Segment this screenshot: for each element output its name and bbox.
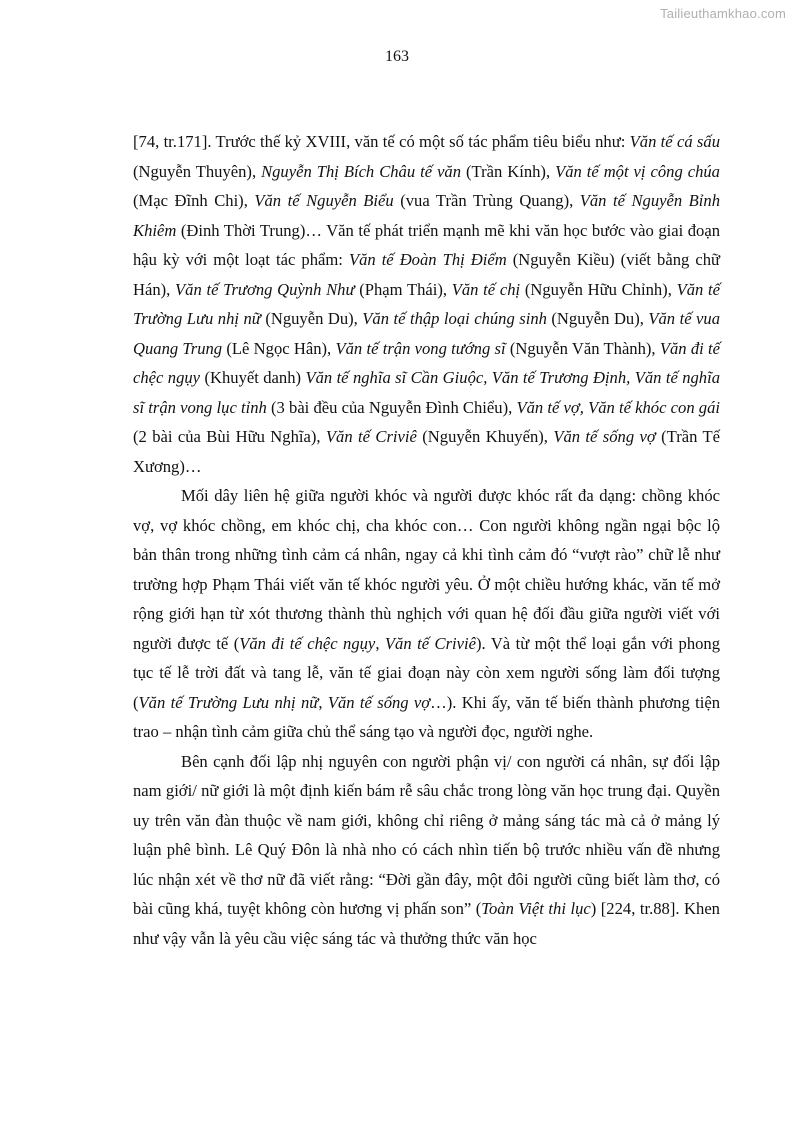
text-run: (Nguyễn Du), [546,309,649,328]
text-run: (Khuyết danh) [200,368,306,387]
text-run: (3 bài đều của Nguyễn Đình Chiểu), [266,397,517,417]
text-run: (Phạm Thái), [354,279,452,299]
text-run: (Nguyễn Thuyên), [133,161,262,181]
text-run: Bên cạnh đối lập nhị nguyên con người phận vị/ con người cá nhân, sự đối lập nam giới/ nữ giới là một định kiến bám rễ sâu chắc trong lòng văn học trung đại. Quyền uy trên văn đàn thuộc về nam giới, không chỉ riêng ở mảng sáng tác mà cả ở mảng lý luận phê bình. Lê Quý Đôn là nhà nho có cách nhìn tiến bộ trước nhiều vấn đề nhưng lúc nhận xét về thơ nữ đã viết rằng: “Đời gần đây, một đôi người cũng biết làm thơ, có bài cũng khá, tuyệt không còn hương vị phấn son” ( [133,751,720,918]
italic-title: Văn tế sống vợ [327,692,431,712]
text-run: (Mạc Đĩnh Chi), [133,191,255,210]
text-run: …). Khi ấy, văn tế biến thành phương tiện trao – nhận tình cảm giữa chủ thể sáng tạo và người đọc, người nghe. [133,692,720,741]
paragraph-2 [133,481,720,747]
text-run: (Trần Tế Xương)… [133,427,720,476]
italic-title: Văn tế vua Quang Trung [133,309,720,358]
italic-title: Văn tế cá sấu [629,132,720,151]
italic-title: Văn tế chị [451,279,521,299]
text-run: ). Và từ một thể loại gắn với phong tục tế lễ trời đất và tang lễ, văn tế giai đoạn này còn xem người sống làm đối tượng ( [133,633,721,712]
italic-title: Văn tế sống vợ [553,427,656,446]
italic-title: Văn tế một vị công chúa [555,161,720,181]
paragraph-1 [133,127,720,481]
italic-title: Văn đi tế chệc ngụy [133,338,721,387]
text-run: (Nguyễn Kiều) (viết bằng chữ Hán), [133,250,720,299]
italic-title: Văn tế nghĩa sĩ Cần Giuộc, Văn tế Trương Định, Văn tế nghĩa sĩ trận vong lục tỉnh [133,368,721,417]
italic-title: Nguyễn Thị Bích Châu tế văn [261,161,462,181]
text-run: [74, tr.171]. Trước thế kỷ XVIII, văn tế có một số tác phẩm tiêu biểu như: [133,132,630,151]
paragraph-3 [133,747,720,954]
italic-title: Văn tế Criviê [384,633,476,653]
text-run: (Đinh Thời Trung)… Văn tế phát triển mạnh mẽ khi văn học bước vào giai đoạn hậu kỳ với một loạt tác phẩm: [133,220,720,269]
text-run: (Lê Ngọc Hân), [222,338,336,358]
watermark: Tailieuthamkhao.com [660,6,786,21]
text-run: ) [224, tr.88]. Khen như vậy vẫn là yêu cầu việc sáng tác và thưởng thức văn học [133,899,720,948]
italic-title: Văn tế Đoàn Thị Điểm [348,250,507,269]
body-text [133,127,720,953]
italic-title: Văn tế Trương Quỳnh Như [175,279,355,299]
text-run: (Nguyễn Khuyến), [416,427,554,446]
italic-title: Văn tế Nguyễn Biểu [254,191,394,210]
italic-title: Văn đi tế chệc ngụy [239,633,376,653]
page-number: 163 [385,48,409,65]
text-run: , [318,692,328,712]
text-run: (vua Trần Trùng Quang), [393,191,580,210]
italic-title: Văn tế thập loại chúng sinh [362,309,547,328]
text-run: (Nguyễn Du), [260,309,363,328]
text-run: (Trần Kính), [461,161,556,181]
text-run: (2 bài của Bùi Hữu Nghĩa), [133,427,326,446]
italic-title: Văn tế vợ, Văn tế khóc con gái [516,397,721,417]
italic-title: Toàn Việt thi lục [481,899,591,918]
italic-title: Văn tế Nguyễn Bỉnh Khiêm [133,191,721,240]
text-run: (Nguyễn Văn Thành), [505,338,660,358]
italic-title: Văn tế Trường Lưu nhị nữ [133,279,720,328]
text-run: , [375,633,385,653]
italic-title: Văn tế trận vong tướng sĩ [335,338,506,358]
italic-title: Văn tế Criviê [325,427,417,446]
text-run: (Nguyễn Hữu Chỉnh), [520,279,677,299]
italic-title: Văn tế Trường Lưu nhị nữ [138,692,319,712]
text-run: Mối dây liên hệ giữa người khóc và người được khóc rất đa dạng: chồng khóc vợ, vợ khóc chồng, em khóc chị, cha khóc con… Con người không ngần ngại bộc lộ bản thân trong những tình cảm cá nhân, ngay cả khi tình cảm đó “vượt rào” chữ lễ như trường hợp Phạm Thái viết văn tế khóc người yêu. Ở một chiều hướng khác, văn tế mở rộng giới hạn từ xót thương thành thù nghịch với quan hệ đối đầu giữa người viết với người được tế ( [133,486,720,653]
